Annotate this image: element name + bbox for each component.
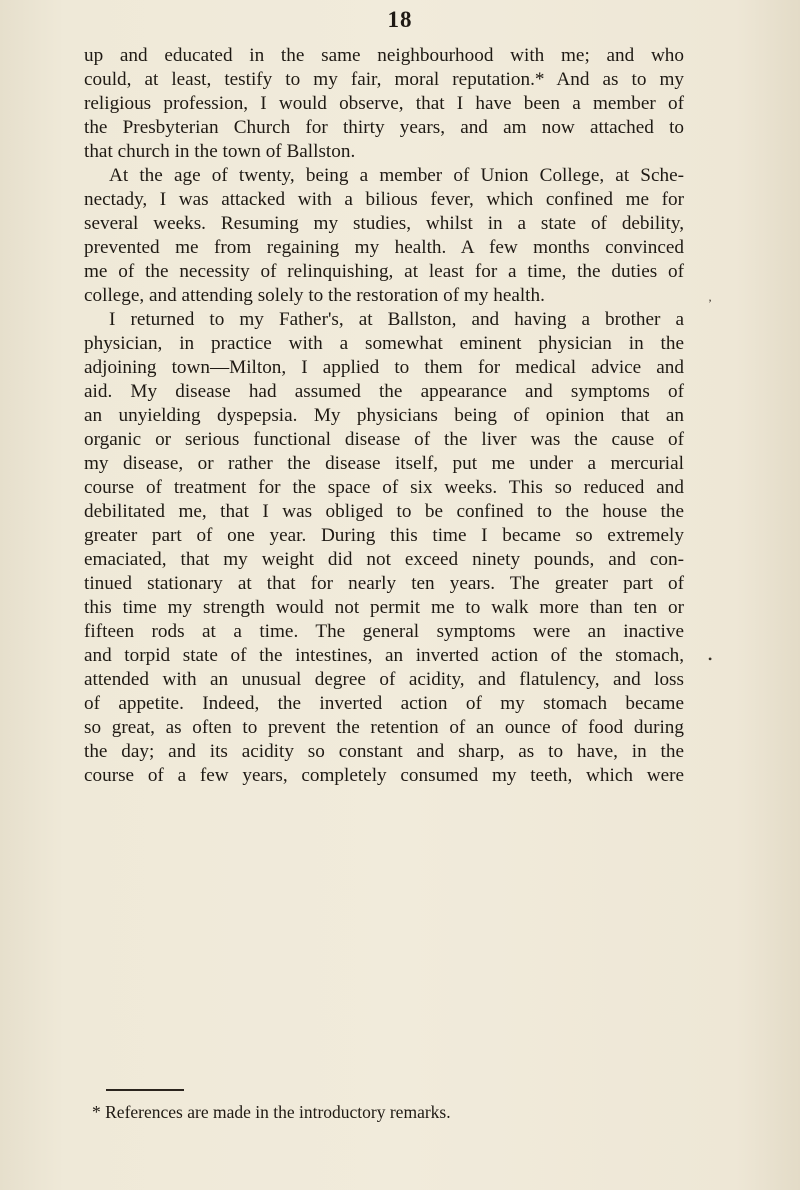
text-line: me of the necessity of relinquishing, at least for a time, the duties of <box>84 261 684 282</box>
text-line: of appetite. Indeed, the inverted action of my stomach became <box>84 693 684 714</box>
text-line: so great, as often to prevent the retention of an ounce of food during <box>84 717 684 738</box>
text-line: could, at least, testify to my fair, moral reputation.* And as to my <box>84 69 684 90</box>
text-line: course of treatment for the space of six weeks. This so reduced and <box>84 477 684 498</box>
text-line: that church in the town of Ballston. <box>84 141 356 162</box>
text-line: aid. My disease had assumed the appearance and symptoms of <box>84 381 684 402</box>
footnote: * References are made in the introductory remarks. <box>92 1102 451 1122</box>
text-line: emaciated, that my weight did not exceed ninety pounds, and con- <box>84 549 684 570</box>
text-line: several weeks. Resuming my studies, whilst in a state of debility, <box>84 213 684 234</box>
text-line: nectady, I was attacked with a bilious fever, which confined me for <box>84 189 684 210</box>
text-line: tinued stationary at that for nearly ten years. The greater part of <box>84 573 684 594</box>
text-line: At the age of twenty, being a member of Union College, at Sche- <box>109 165 684 186</box>
margin-speck: • <box>708 652 713 666</box>
page-number: 18 <box>387 7 413 32</box>
text-line: this time my strength would not permit me to walk more than ten or <box>84 597 684 618</box>
text-line: organic or serious functional disease of the liver was the cause of <box>84 429 684 450</box>
text-line: the Presbyterian Church for thirty years, and am now attached to <box>84 117 684 138</box>
text-line: physician, in practice with a somewhat eminent physician in the <box>84 333 684 354</box>
text-line: religious profession, I would observe, that I have been a member of <box>84 93 684 114</box>
body-text <box>84 44 684 788</box>
text-line: debilitated me, that I was obliged to be confined to the house the <box>84 501 684 522</box>
text-line: an unyielding dyspepsia. My physicians being of opinion that an <box>84 405 684 426</box>
margin-speck: ’ <box>708 296 712 310</box>
text-line: attended with an unusual degree of acidity, and flatulency, and loss <box>84 669 684 690</box>
text-line: adjoining town—Milton, I applied to them for medical advice and <box>84 357 684 378</box>
text-line: the day; and its acidity so constant and sharp, as to have, in the <box>84 741 684 762</box>
text-line: up and educated in the same neighbourhood with me; and who <box>84 45 684 66</box>
text-line: my disease, or rather the disease itself, put me under a mercurial <box>84 453 684 474</box>
text-line: greater part of one year. During this time I became so extremely <box>84 525 684 546</box>
text-line: college, and attending solely to the restoration of my health. <box>84 285 545 306</box>
text-line: prevented me from regaining my health. A few months convinced <box>84 237 684 258</box>
text-line: and torpid state of the intestines, an inverted action of the stomach, <box>84 645 684 666</box>
text-line: fifteen rods at a time. The general symptoms were an inactive <box>84 621 684 642</box>
text-line: I returned to my Father's, at Ballston, and having a brother a <box>109 309 684 330</box>
text-line: course of a few years, completely consumed my teeth, which were <box>84 765 684 786</box>
footnote-rule <box>106 1089 184 1091</box>
